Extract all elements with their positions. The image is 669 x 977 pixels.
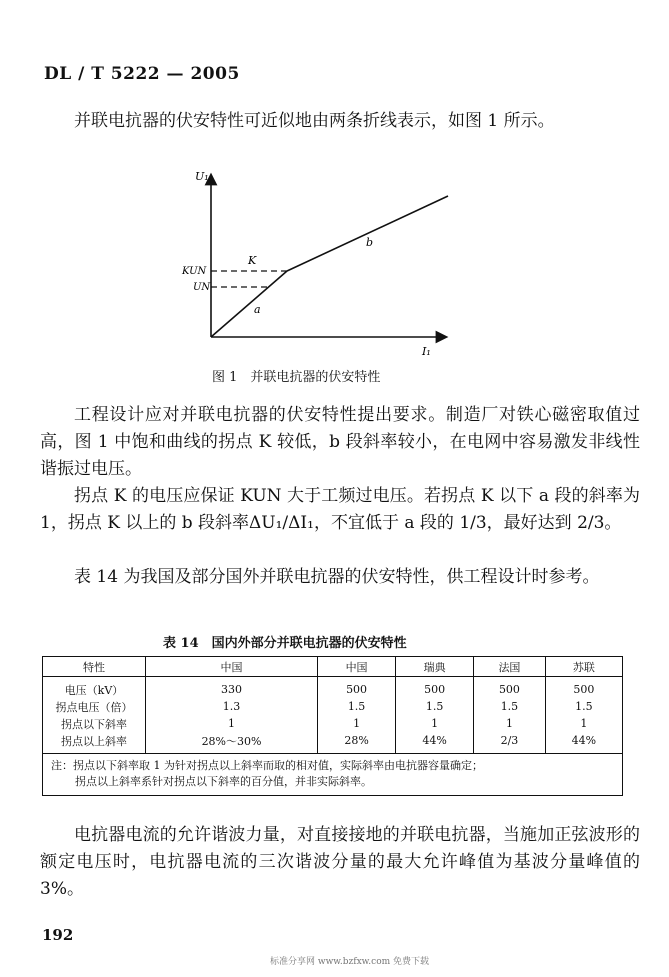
figure-1-vi-curve	[180, 165, 470, 360]
table-row	[43, 715, 622, 732]
table-cell: 500	[474, 677, 546, 699]
table-cell: 1.5	[396, 698, 474, 715]
table-note-line-1: 注：拐点以下斜率取 1 为针对拐点以上斜率而取的相对值，实际斜率由电抗器容量确定；	[51, 759, 483, 772]
table-14	[42, 656, 623, 796]
page-number: 192	[42, 926, 74, 944]
table-cell: 330	[146, 677, 318, 699]
table-header-cell: 苏联	[545, 657, 622, 677]
segment-a-label: a	[254, 303, 261, 316]
table-title: 表 14 国内外部分并联电抗器的伏安特性	[163, 636, 407, 651]
paragraph-table-ref: 表 14 为我国及部分国外并联电抗器的伏安特性，供工程设计时参考。	[74, 567, 600, 587]
table-cell: 1.5	[474, 698, 546, 715]
table-cell: 1	[318, 715, 396, 732]
table-cell: 500	[318, 677, 396, 699]
table-cell: 1	[545, 715, 622, 732]
table-cell: 500	[545, 677, 622, 699]
figure-caption: 图 1 并联电抗器的伏安特性	[212, 370, 381, 385]
x-axis-label: I₁	[422, 345, 431, 358]
y-axis-label: U₁	[195, 170, 209, 183]
segment-b-label: b	[366, 236, 374, 249]
table-cell: 拐点电压（倍）	[43, 698, 146, 715]
table-cell: 44%	[545, 732, 622, 753]
table-note-line-2: 拐点以上斜率系针对拐点以下斜率的百分值，并非实际斜率。	[75, 775, 372, 788]
footer-watermark: 标准分享网 www.bzfxw.com 免费下载	[270, 957, 430, 967]
kun-label: KUN	[182, 266, 207, 277]
table-cell: 1.5	[545, 698, 622, 715]
table-header-cell: 特性	[43, 657, 146, 677]
table-header-cell: 中国	[146, 657, 318, 677]
table-cell: 500	[396, 677, 474, 699]
table-cell: 1	[146, 715, 318, 732]
table-row	[43, 698, 622, 715]
table-cell: 44%	[396, 732, 474, 753]
paragraph-intro: 并联电抗器的伏安特性可近似地由两条折线表示，如图 1 所示。	[74, 111, 555, 131]
paragraph-requirements: 工程设计应对并联电抗器的伏安特性提出要求。制造厂对铁心磁密取值过高，图 1 中饱和曲线的拐点 K 较低，b 段斜率较小，在电网中容易激发非线性谐振过电压。	[40, 405, 640, 479]
table-cell: 28%～30%	[146, 732, 318, 753]
table-header-row	[43, 657, 622, 677]
table-cell: 1.3	[146, 698, 318, 715]
table-cell: 1	[474, 715, 546, 732]
table-cell: 1	[396, 715, 474, 732]
table-row	[43, 732, 622, 753]
table-cell: 拐点以下斜率	[43, 715, 146, 732]
paragraph-knee-point: 拐点 K 的电压应保证 KUN 大于工频过电压。若拐点 K 以下 a 段的斜率为 1，拐点 K 以上的 b 段斜率ΔU₁/ΔI₁，不宜低于 a 段的 1/3，最好达到 2/3。	[40, 486, 640, 533]
un-label: UN	[193, 282, 211, 293]
table-row	[43, 677, 622, 699]
document-header: DL / T 5222 — 2005	[44, 64, 240, 84]
segment-a	[211, 271, 287, 337]
table-header-cell: 法国	[474, 657, 546, 677]
table-cell: 拐点以上斜率	[43, 732, 146, 753]
table-header-cell: 瑞典	[396, 657, 474, 677]
table-header-cell: 中国	[318, 657, 396, 677]
knee-label: K	[248, 254, 257, 267]
table-note	[43, 753, 622, 795]
segment-b	[287, 196, 448, 271]
table-cell: 电压（kV）	[43, 677, 146, 699]
table-cell: 2/3	[474, 732, 546, 753]
paragraph-harmonics: 电抗器电流的允许谐波力量，对直接接地的并联电抗器，当施加正弦波形的额定电压时，电抗器电流的三次谐波分量的最大允许峰值为基波分量峰值的 3%。	[40, 825, 640, 899]
table-cell: 28%	[318, 732, 396, 753]
table-cell: 1.5	[318, 698, 396, 715]
